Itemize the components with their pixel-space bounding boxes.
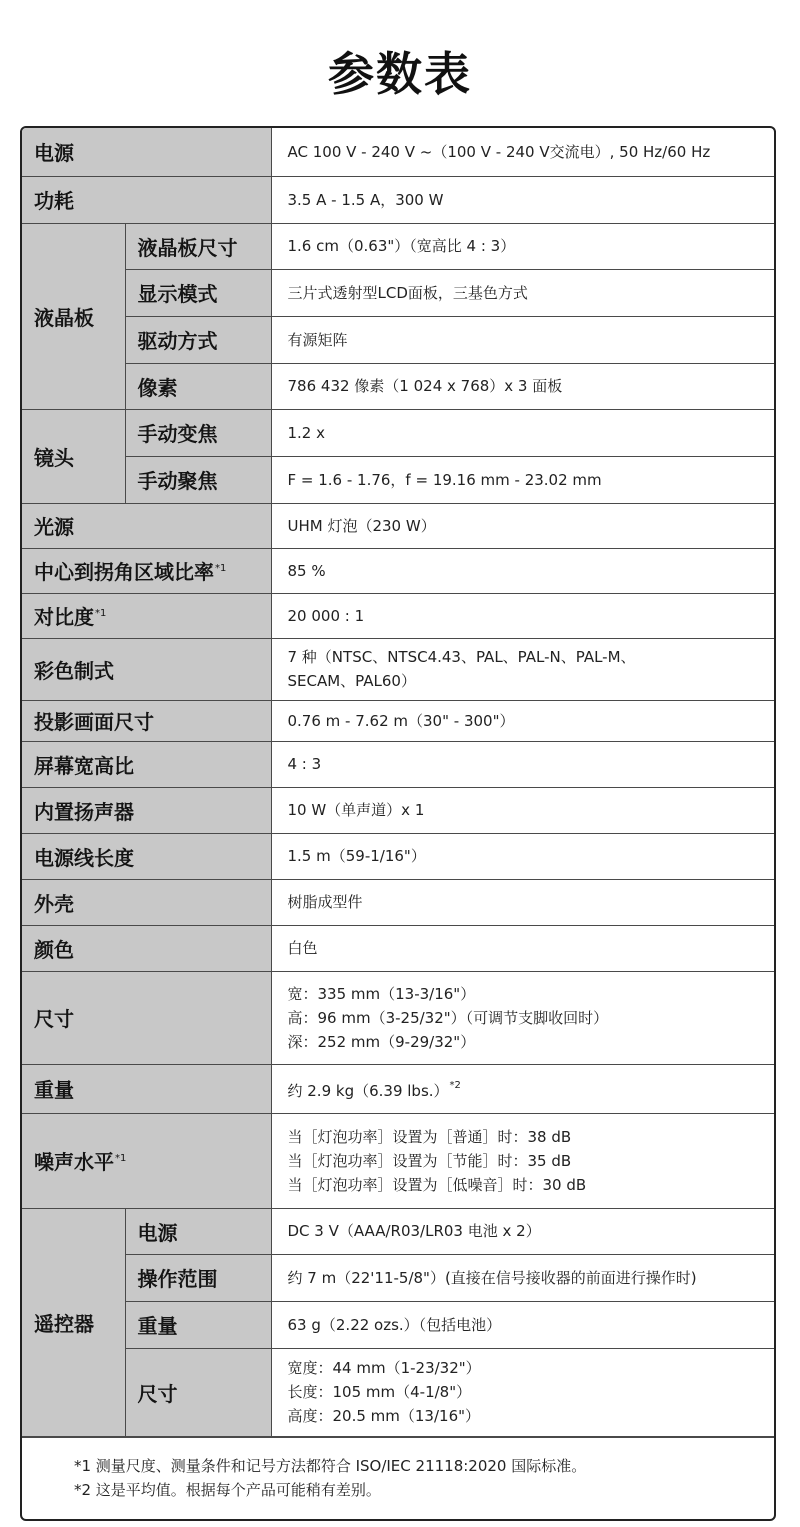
row-value <box>271 1348 774 1436</box>
row-value: 10 W（单声道）x 1 <box>271 787 774 833</box>
table-row <box>22 316 774 363</box>
page-title: 参数表 <box>328 47 472 101</box>
row-label-text: 噪声水平 <box>34 1150 114 1174</box>
table-row <box>22 456 774 503</box>
footnote-mark: *1 <box>215 563 227 574</box>
value-text: 约 2.9 kg（6.39 lbs.） <box>287 1082 449 1100</box>
row-value: 1.6 cm（0.63"）（宽高比 4 : 3） <box>271 223 774 269</box>
row-label: 重量 <box>22 1064 271 1113</box>
row-label: 电源 <box>22 128 271 176</box>
row-label <box>22 593 271 638</box>
table-row <box>22 700 774 741</box>
value-line: 高度：20.5 mm（13/16"） <box>287 1407 481 1425</box>
row-value: 3.5 A - 1.5 A，300 W <box>271 176 774 223</box>
row-value: 4 : 3 <box>271 741 774 787</box>
value-line: 当［灯泡功率］设置为［节能］时：35 dB <box>287 1151 572 1170</box>
row-value: 85 % <box>271 548 774 593</box>
table-row <box>22 503 774 548</box>
row-label: 功耗 <box>22 176 271 223</box>
group-label-lcd: 液晶板 <box>22 223 125 409</box>
row-value: 0.76 m - 7.62 m（30" - 300"） <box>271 700 774 741</box>
table-row <box>22 638 774 700</box>
row-label: 光源 <box>22 503 271 548</box>
row-label: 投影画面尺寸 <box>22 700 271 741</box>
row-label: 显示模式 <box>125 269 271 316</box>
row-value: 1.2 x <box>271 409 774 456</box>
value-line: 7 种（NTSC、NTSC4.43、PAL、PAL-N、PAL-M、 <box>287 648 636 666</box>
row-label: 颜色 <box>22 925 271 971</box>
group-label-remote: 遥控器 <box>22 1208 125 1436</box>
table-row <box>22 1348 774 1436</box>
row-label: 外壳 <box>22 879 271 925</box>
row-value: 约 7 m（22'11-5/8"）(直接在信号接收器的前面进行操作时) <box>271 1254 774 1301</box>
value-line: 高：96 mm（3-25/32"）（可调节支脚收回时） <box>287 1008 609 1027</box>
table-row <box>22 128 774 176</box>
row-label: 电源 <box>125 1208 271 1254</box>
row-value <box>271 1064 774 1113</box>
table-row <box>22 548 774 593</box>
table-row <box>22 1301 774 1348</box>
footnote: *2 这是平均值。根据每个产品可能稍有差别。 <box>74 1480 381 1499</box>
row-value: F = 1.6 - 1.76，f = 19.16 mm - 23.02 mm <box>271 456 774 503</box>
row-value <box>271 971 774 1064</box>
table-row <box>22 1113 774 1208</box>
row-value: 63 g（2.22 ozs.）（包括电池） <box>271 1301 774 1348</box>
row-label: 尺寸 <box>22 971 271 1064</box>
footnotes <box>22 1437 774 1502</box>
row-label <box>22 548 271 593</box>
table-row <box>22 176 774 223</box>
row-label: 内置扬声器 <box>22 787 271 833</box>
value-line: 宽：335 mm（13-3/16"） <box>287 984 476 1003</box>
row-value: 三片式透射型LCD面板，三基色方式 <box>271 269 774 316</box>
row-label: 液晶板尺寸 <box>125 223 271 269</box>
value-line: SECAM、PAL60） <box>287 672 416 690</box>
table-row <box>22 409 774 456</box>
spec-table <box>22 128 774 1437</box>
row-value: 786 432 像素（1 024 x 768）x 3 面板 <box>271 363 774 409</box>
row-value <box>271 1113 774 1208</box>
footnote-mark: *1 <box>95 608 107 619</box>
table-row <box>22 223 774 269</box>
group-label-lens: 镜头 <box>22 409 125 503</box>
table-row <box>22 879 774 925</box>
table-row <box>22 593 774 638</box>
row-label: 手动聚焦 <box>125 456 271 503</box>
row-label: 彩色制式 <box>22 638 271 700</box>
table-row <box>22 833 774 879</box>
value-line: 宽度：44 mm（1-23/32"） <box>287 1359 481 1377</box>
row-label-text: 对比度 <box>34 605 94 629</box>
row-value <box>271 638 774 700</box>
value-line: 深：252 mm（9-29/32"） <box>287 1032 476 1051</box>
row-label: 屏幕宽高比 <box>22 741 271 787</box>
table-row <box>22 971 774 1064</box>
table-row <box>22 741 774 787</box>
table-row <box>22 1254 774 1301</box>
value-line: 长度：105 mm（4-1/8"） <box>287 1383 472 1401</box>
value-line: 当［灯泡功率］设置为［低噪音］时：30 dB <box>287 1175 587 1194</box>
row-label <box>22 1113 271 1208</box>
value-line: 当［灯泡功率］设置为［普通］时：38 dB <box>287 1127 572 1146</box>
row-value: 1.5 m（59-1/16"） <box>271 833 774 879</box>
row-value: 树脂成型件 <box>271 879 774 925</box>
row-label: 电源线长度 <box>22 833 271 879</box>
row-value: 白色 <box>271 925 774 971</box>
row-label: 重量 <box>125 1301 271 1348</box>
table-row <box>22 269 774 316</box>
spec-table-frame <box>20 126 776 1521</box>
table-row <box>22 1064 774 1113</box>
footnote-mark: *2 <box>449 1080 461 1091</box>
row-value: UHM 灯泡（230 W） <box>271 503 774 548</box>
table-row <box>22 925 774 971</box>
table-row <box>22 787 774 833</box>
table-row <box>22 1208 774 1254</box>
row-label: 驱动方式 <box>125 316 271 363</box>
footnote: *1 测量尺度、测量条件和记号方法都符合 ISO/IEC 21118:2020 国际标准。 <box>74 1456 587 1475</box>
row-label-text: 中心到拐角区域比率 <box>34 560 214 584</box>
table-row <box>22 363 774 409</box>
footnote-mark: *1 <box>115 1153 127 1164</box>
row-value: 有源矩阵 <box>271 316 774 363</box>
row-value: 20 000 : 1 <box>271 593 774 638</box>
row-label: 操作范围 <box>125 1254 271 1301</box>
row-label: 像素 <box>125 363 271 409</box>
row-value: AC 100 V - 240 V ~（100 V - 240 V交流电）, 50 Hz/60 Hz <box>271 128 774 176</box>
row-value: DC 3 V（AAA/R03/LR03 电池 x 2） <box>271 1208 774 1254</box>
row-label: 手动变焦 <box>125 409 271 456</box>
row-label: 尺寸 <box>125 1348 271 1436</box>
